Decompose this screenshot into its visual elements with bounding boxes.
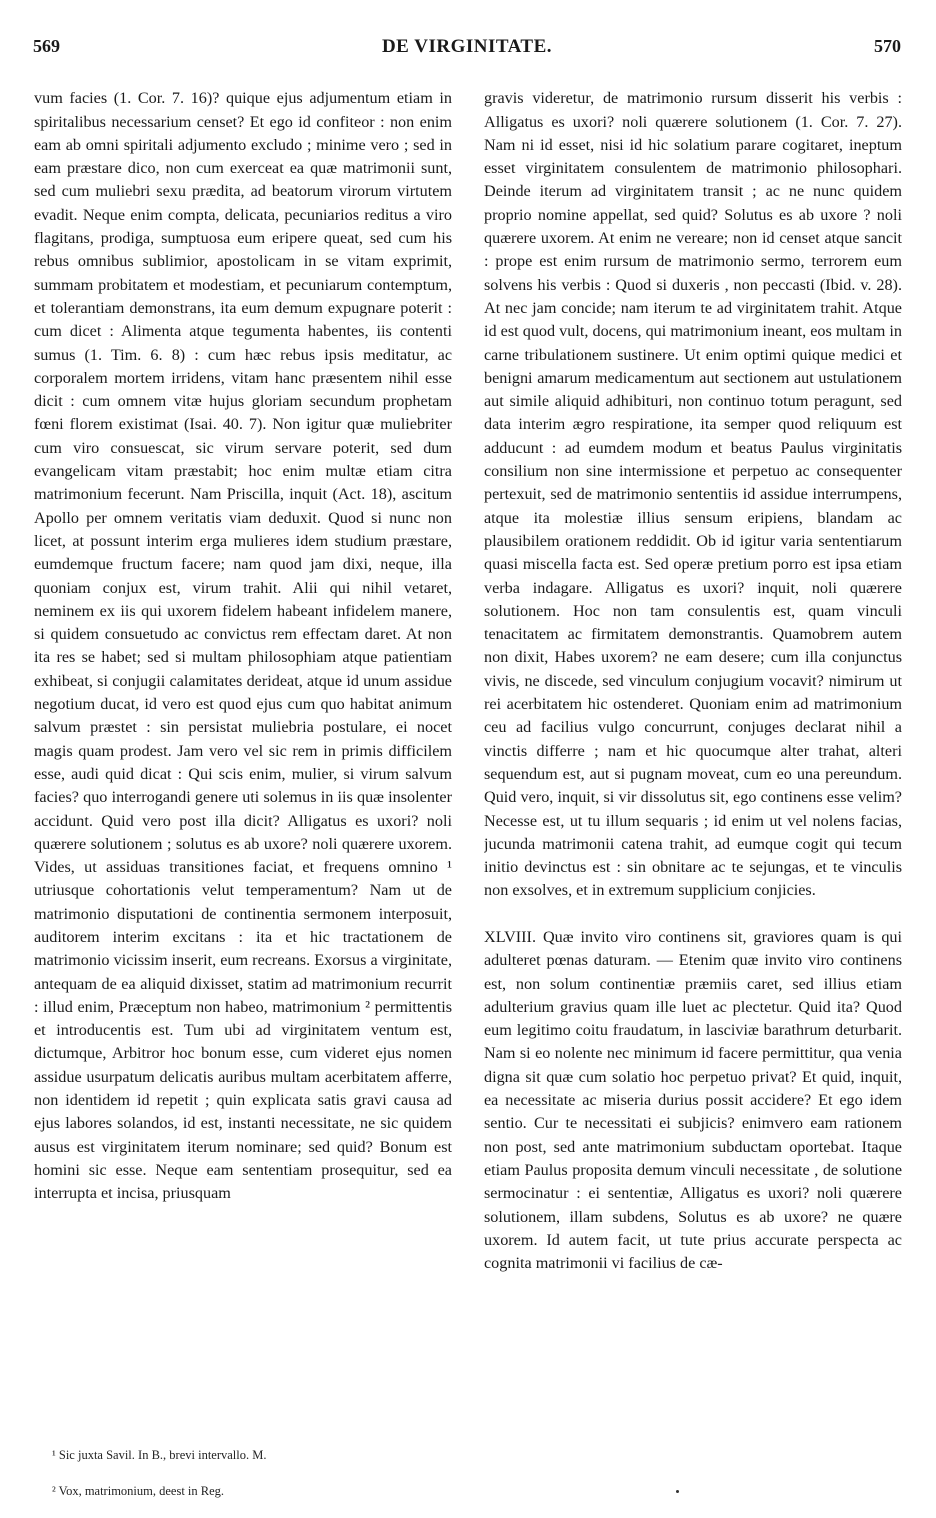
footnote-1: ¹ Sic juxta Savil. In B., brevi intervallo. M. (52, 1448, 267, 1462)
right-paragraph-1: gravis videretur, de matrimonio rursum disserit his verbis : Alligatus es uxori? noli quærere solutionem (1. Cor. 7. 27). Nam ni id esset, nisi id hic solatium parare cogitaret, ineptum esset virginitatem consulentem de matrimonio philosophari. Deinde iterum ad virginitatem transit ; ac ne nunc quidem proprio nomine appellat, sed quid? Solutus es ab uxore ? noli quærere uxorem. At enim ne vereare; non id censet atque sancit : prope est enim rursum de matrimonio sermo, terrorem eum solvens his verbis : Quod si duxeris , non peccasti (Ibid. v. 28). At nec jam concide; nam iterum te ad virginitatem trahit. Atque id est quod vult, docens, qui matrimonium ineant, eos multam in carne tribulationem sustinere. Ut enim optimi quique medici et benigni amarum medicamentum aut sectionem aut ustulationem aut simile aliquid adhibituri, non continuo totum peragunt, sed data interim ægro respiratione, ita semper quod reliquum est adducunt : ad eumdem modum et beatus Paulus virginitatis consilium non sine intermissione et perpetuo ac consequenter pertexuit, sed de matrimonio sententiis id assidue interrumpens, atque ita molestiæ illius sensum eripiens, blandam ac plausibilem orationem reddidit. Ob id igitur varia sententiarum quasi miscella facta est. Sed operæ pretium porro est ipsa etiam verba indagare. Alligatus es uxori? inquit, noli quærere solutionem. Hoc non tam consulentis est, quam vinculi tenacitatem ac firmitatem demonstrantis. Quamobrem autem non dixit, Habes uxorem? ne eam desere; cum illa conjunctus vivis, ne discede, sed vinculum conjugium vocavit? nimirum ut rei acerbitatem hic ostenderet. Quoniam enim ad matrimonium ceu ad facilius vulgo concurrunt, conjuges declarat nihil a vinctis differre ; nam et hic quocumque alter trahat, alteri sequendum est, aut si pugnam moveat, cum eo una pereundum. Quid vero, inquit, si vir dissolutus sit, ego continens esse velim? Necesse est, ut tu illum sequaris ; id enim ut vel nolens facias, jucunda matrimonii catena trahit, ad eumque cogit qui tecum initio devinctus est : sin obnitare ac te sejungas, et te vinculis non exsolves, et in extremum supplicium conjicies. (484, 89, 902, 900)
page-number-left: 569 (33, 36, 60, 56)
left-column-text: vum facies (1. Cor. 7. 16)? quique ejus adjumentum etiam in spiritalibus necessarium censet? Et ego id confiteor : non enim eam ab omni spiritali adjumento excludo ; minime vero ; sed in eam præstare dico, non cum exerceat ea quæ matrimonii sunt, sed cum muliebri sexu prædita, ad beatorum virorum virtutem evadit. Neque enim compta, delicata, pecuniarios reditus a viro flagitans, prodiga, sumptuosa eum eripere queat, sed cum his rebus omnibus sublimior, apostolicam in se vitam exprimit, summam probitatem et modestiam, et pecuniarum contemptum, et tolerantiam demonstrans, ita eum demum expugnare poterit : cum dicet : Alimenta atque tegumenta habentes, iis contenti sumus (1. Tim. 6. 8) : cum hæc rebus ipsis meditatur, ac corporalem mortem irridens, vitam hanc præsentem nihil esse dicit : cum omnem vitæ hujus gloriam secundum prophetam fœni florem existimat (Isai. 40. 7). Non igitur quæ muliebriter cum viro consuescat, sic virum servare poterit, sed dum evangelicam vitam præstabit; hoc enim multæ etiam citra matrimonium fecerunt. Nam Priscilla, inquit (Act. 18), ascitum Apollo per omnem veritatis viam deduxit. Quod si nunc non licet, at possunt interim erga mulieres idem studium præstare, eumdemque fructum facere; nam quod jam dixi, neque, illa quoniam conjux est, virum trahit. Alii qui nihil vetaret, neminem ex iis qui uxorem fidelem habeant infidelem manere, si quidem consuetudo ac convictus rem effectam daret. At non ita res se habet; sed si multam philosophiam atque patientiam exhibeat, si conjugii calamitates derideat, atque id unum assidue negotium ducat, id vero est quod ejus cum quo habitat animum salvum præstet : sin persistat muliebria postulare, ei nocet magis quam prodest. Jam vero vel sic rem in primis difficilem esse, audi quid dicat : Qui scis enim, mulier, si virum salvum facies? quo interrogandi genere uti solemus in iis quæ insolenter accidunt. Quid vero post illa dicit? Alligatus es uxori? noli quærere solutionem ; solutus es ab uxore? noli quærere uxorem. Vides, ut assiduas transitiones faciat, et frequens omnino ¹ utriusque cohortationis velut temperamentum? Nam ut de matrimonio disputationi de continentia sermonem interposuit, auditorem interim excitans : ita et hic tractationem de matrimonio vicissim inserit, eum recreans. Exorsus a virginitate, antequam de ea aliquid dixisset, statim ad matrimonium recurrit : illud enim, Præceptum non habeo, matrimonium ² permittentis et introducentis est. Tum ubi ad virginitatem ventum est, dictumque, Arbitror hoc bonum esse, cum videret ejus nomen assidue usurpatum delicatis auribus multam acerbitatem afferre, non identidem id repetit ; quin explicata satis gravi causa ad ejus labores solandos, id est, instanti necessitate, ne sic quidem ausus est virginitatem iterum nominare; sed quid? Bonum est homini sic esse. Neque eam sententiam prosequitur, sed ea interrupta et incisa, priusquam (34, 89, 452, 1203)
page-title: DE VIRGINITATE. (381, 36, 553, 57)
print-speck (676, 1490, 679, 1493)
right-column (484, 64, 902, 1476)
running-header (33, 36, 901, 60)
page-number-right: 570 (874, 36, 901, 56)
footnote-2: ² Vox, matrimonium, deest in Reg. (52, 1484, 225, 1498)
footnotes (52, 1428, 442, 1518)
right-paragraph-2: XLVIII. Quæ invito viro continens sit, graviores quam is qui adulteret pœnas daturam. — Etenim quæ invito viro continens est, non solum continentiæ præmiis caret, sed illius etiam adulterium gravius quam ille luet ac plectetur. Quid ita? Quod eum legitimo coitu fraudatum, in lasciviæ barathrum deturbarit. Nam si eo nolente nec minimum id facere permittitur, qua venia digna sit quæ cum solatio hoc perpetuo privat? Et quid, inquit, ea necessitate ac miseria durius possit accidere? Et ego idem sentio. Cur te necessitati ei subjicis? enimvero eam rationem non post, sed ante matrimonium subductam oportebat. Itaque etiam Paulus proposita demum vinculi necessitate , de solutione sermocinatur : ei sententiæ, Alligatus es uxori? noli quærere solutionem, illam subdens, Solutus es ab uxore? ne quære uxorem. Id autem facit, ut tute prius accurate perspecta ac cognita matrimonii vi facilius de cæ- (484, 927, 902, 1273)
left-column (34, 64, 452, 1422)
